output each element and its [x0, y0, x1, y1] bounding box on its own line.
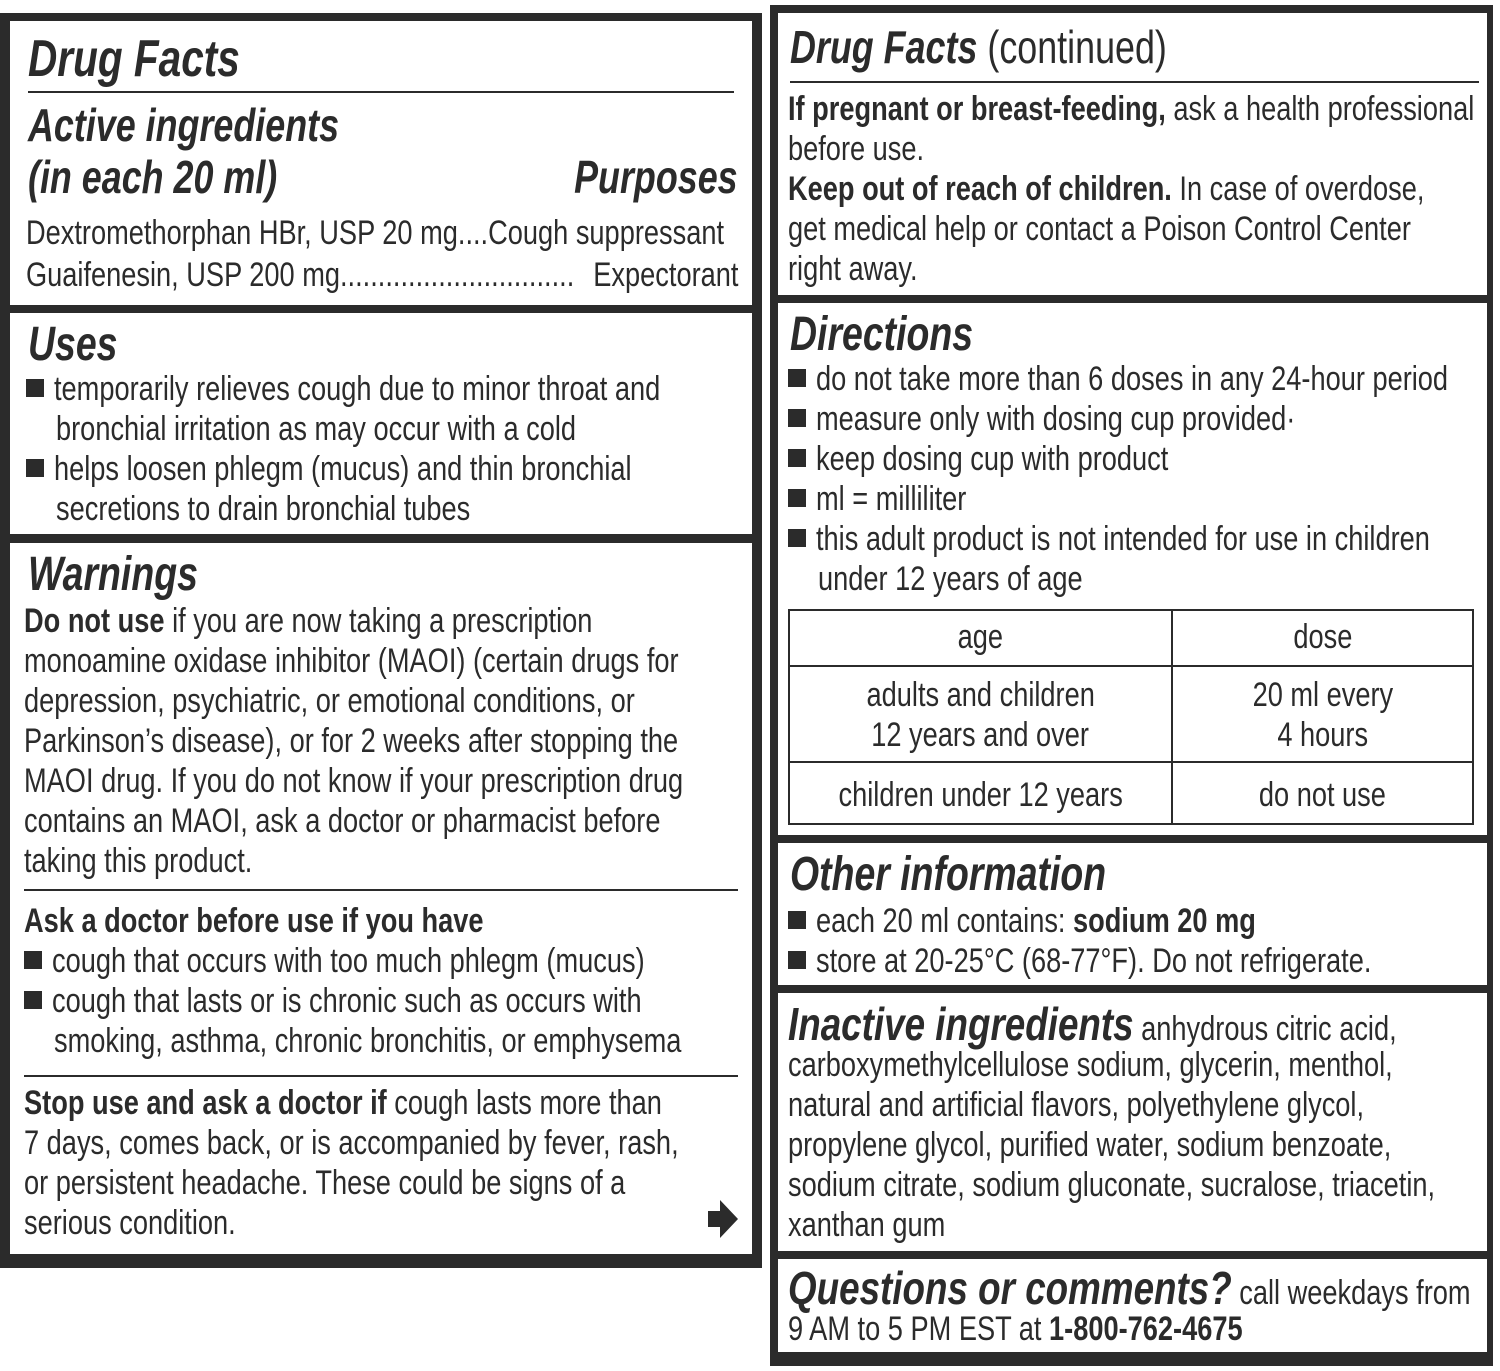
- directions-heading: Directions: [790, 308, 974, 361]
- uses-item-2: helps loosen phlegm (mucus) and thin bronchial: [26, 449, 752, 489]
- ingredient-row-1: [26, 213, 738, 253]
- table-cell: children under 12 years: [838, 776, 1123, 814]
- bullet-icon: [788, 951, 806, 969]
- directions-item: ml = milliliter: [788, 479, 1487, 519]
- stop-use-paragraph: Stop use and ask a doctor if cough lasts more than 7 days, comes back, or is accompanied by fever, rash, or persistent headache. These could be signs of a serious condition.: [24, 1084, 679, 1242]
- inactive-ingredients-box: Inactive ingredients anhydrous citric acid, carboxymethylcellulose sodium, glycerin, menthol, natural and artificial flavors, polyethylene glycol, propylene glycol, purified water, sodium benzoate, sodium citrate, sodium gluconate, sucralose, triacetin, xanthan gum: [778, 993, 1487, 1251]
- warnings-heading: Warnings: [28, 548, 198, 601]
- drug-facts-left-panel: [0, 13, 762, 1268]
- bullet-icon: [788, 529, 806, 547]
- bullet-icon: [26, 379, 44, 397]
- dosage-table: [788, 609, 1474, 825]
- directions-item: measure only with dosing cup provided·: [788, 399, 1487, 439]
- drug-facts-title: Drug Facts: [28, 30, 240, 88]
- keep-out-warning: Keep out of reach of children. In case of overdose,: [788, 170, 1425, 208]
- questions-box: Questions or comments? call weekdays from 9 AM to 5 PM EST at 1-800-762-4675: [778, 1259, 1487, 1352]
- warnings-divider-2: [24, 1075, 738, 1077]
- other-info-item: store at 20-25°C (68-77°F). Do not refrigerate.: [788, 941, 1487, 981]
- ingredient-name: Guaifenesin, USP 200 mg: [26, 256, 340, 294]
- uses-heading: Uses: [28, 318, 118, 371]
- pregnancy-warning: If pregnant or breast-feeding, ask a health professional: [788, 90, 1475, 128]
- drug-facts-continued-title: Drug Facts: [790, 21, 978, 73]
- table-cell: adults and children 12 years and over: [866, 676, 1095, 754]
- title-divider: [28, 91, 734, 93]
- uses-item-1: temporarily relieves cough due to minor throat and: [26, 369, 752, 409]
- warnings-divider-1: [24, 889, 738, 891]
- bullet-icon: [788, 369, 806, 387]
- ask-doctor-item-1: cough that occurs with too much phlegm (mucus): [24, 941, 752, 981]
- ingredient-name: Dextromethorphan HBr, USP 20 mg: [26, 214, 458, 252]
- inactive-ingredients-heading: Inactive ingredients: [788, 998, 1134, 1050]
- ingredient-dots: ...............................: [340, 256, 575, 294]
- active-ingredients-heading: Active ingredients: [28, 99, 340, 151]
- ingredient-purpose: Expectorant: [592, 256, 738, 294]
- bullet-icon: [24, 951, 42, 969]
- bullet-icon: [788, 409, 806, 427]
- bullet-icon: [788, 489, 806, 507]
- directions-item: keep dosing cup with product: [788, 439, 1487, 479]
- other-information-heading: Other information: [790, 848, 1107, 901]
- directions-item: this adult product is not intended for use in children: [788, 519, 1487, 559]
- pregnancy-box: Drug Facts (continued) If pregnant or breast-feeding, ask a health professional before use. Keep out of reach of children. In case of overdose, get medical help or contact a Poison Control Center right away.: [778, 13, 1487, 295]
- warnings-box: [10, 543, 752, 1254]
- active-ingredients-box: [10, 21, 752, 305]
- do-not-use-paragraph: Do not use if you are now taking a prescription monoamine oxidase inhibitor (MAOI) (certain drugs for depression, psychiatric, or emotional conditions, or Parkinson’s disease), or for 2 weeks after stopping the MAOI drug. If you do not know if your prescription drug contains an MAOI, ask a doctor or pharmacist before taking this product.: [24, 602, 684, 880]
- purposes-heading: Purposes: [574, 151, 738, 203]
- drug-facts-right-panel: [770, 5, 1493, 1366]
- directions-item: do not take more than 6 doses in any 24-hour period: [788, 359, 1487, 399]
- table-header-dose: dose: [1292, 618, 1352, 656]
- bullet-icon: [24, 991, 42, 1009]
- directions-box: Directions do not take more than 6 doses in any 24-hour period measure only with dosing cup provided· keep dosing cup with product ml = milliliter this adult product is not intended for use in children under 12 years of age age dose adults and children 12 years and over 20 ml every 4 hours children under 12 years do not use: [778, 303, 1487, 835]
- uses-box: Uses temporarily relieves cough due to minor throat and bronchial irritation as may occur with a cold helps loosen phlegm (mucus) and thin bronchial secretions to drain bronchial tubes: [10, 313, 752, 534]
- title-divider: [790, 81, 1479, 83]
- table-header-age: age: [957, 618, 1004, 656]
- other-info-item: each 20 ml contains: sodium 20 mg: [788, 901, 1487, 941]
- bullet-icon: [788, 449, 806, 467]
- continue-arrow-icon: [708, 1200, 738, 1238]
- table-cell: 20 ml every 4 hours: [1252, 676, 1393, 754]
- ingredient-purpose: Cough suppressant: [488, 214, 725, 252]
- questions-heading: Questions or comments?: [788, 1262, 1232, 1314]
- bullet-icon: [788, 911, 806, 929]
- ask-doctor-item-2: cough that lasts or is chronic such as occurs with: [24, 981, 752, 1021]
- ask-doctor-section: Ask a doctor before use if you have cough that occurs with too much phlegm (mucus) cough that lasts or is chronic such as occurs with smoking, asthma, chronic bronchitis, or emphysema: [24, 901, 752, 1061]
- active-ingredients-subheading: (in each 20 ml): [28, 151, 278, 203]
- table-row-divider: [790, 665, 1472, 667]
- ask-doctor-heading: Ask a doctor before use if you have: [24, 902, 484, 940]
- other-information-box: [778, 843, 1487, 985]
- ingredient-dots: ....: [457, 214, 489, 252]
- phone-number: 1-800-762-4675: [1049, 1310, 1243, 1348]
- bullet-icon: [26, 459, 44, 477]
- table-row-divider: [790, 761, 1472, 763]
- table-cell: do not use: [1258, 776, 1387, 814]
